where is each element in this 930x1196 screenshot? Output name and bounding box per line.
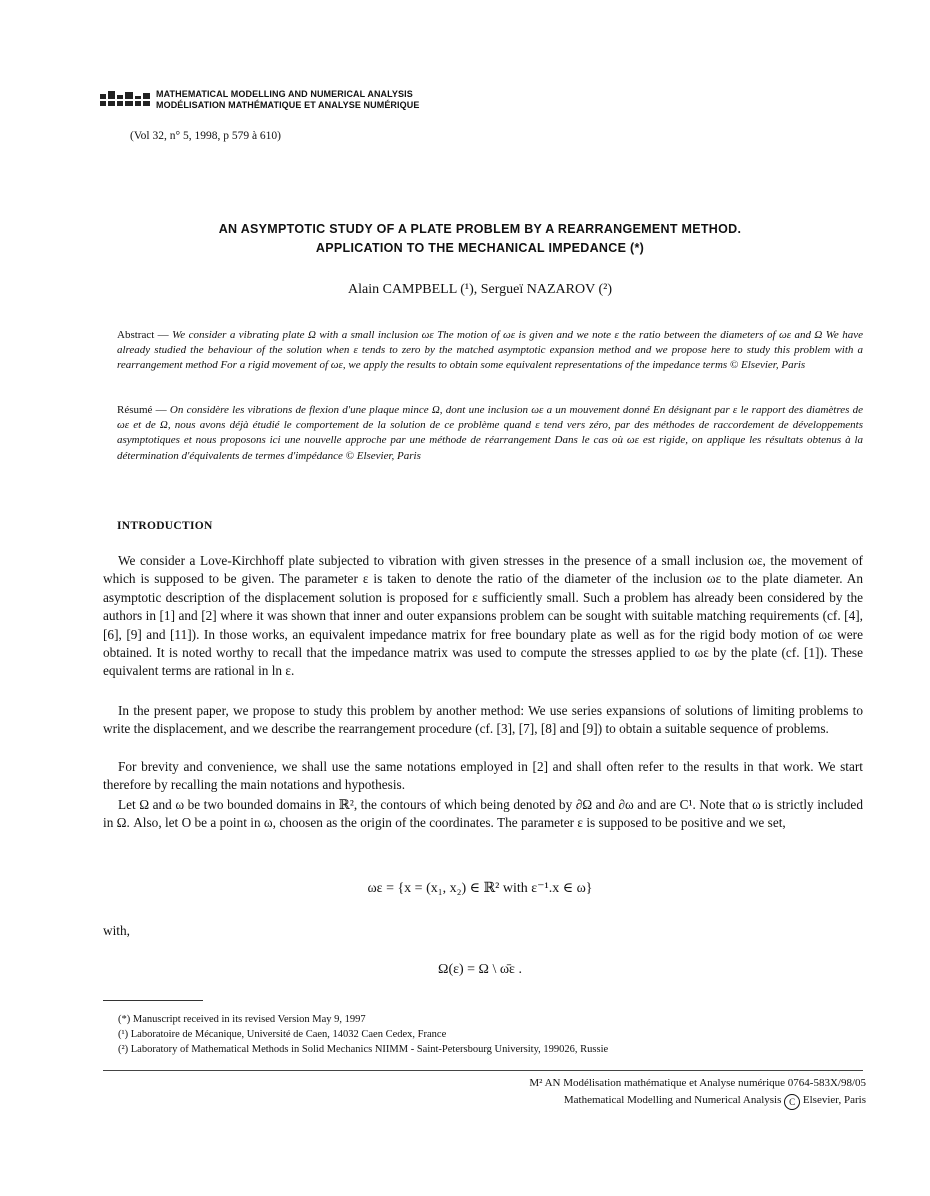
footer-line-1: M² AN Modélisation mathématique et Analyse numérique 0764-583X/98/05	[529, 1077, 866, 1089]
journal-name-en: MATHEMATICAL MODELLING AND NUMERICAL ANALYSIS	[156, 89, 413, 99]
abstract	[117, 328, 863, 374]
equation-omega-epsilon: ωε = {x = (x₁, x₂) ∈ ℝ² with ε⁻¹.x ∈ ω}	[367, 881, 593, 896]
footer-publisher: Elsevier, Paris	[802, 1094, 866, 1106]
title-line-2: APPLICATION TO THE MECHANICAL IMPEDANCE (*)	[315, 241, 645, 255]
journal-logo	[100, 90, 150, 108]
journal-name	[156, 89, 419, 111]
abstract-text: We consider a vibrating plate Ω with a small inclusion ωε The motion of ωε is given and we note ε the ratio between the diameters of ωε and Ω We have already studied the behaviour of the solution when ε tends to zero by the matched asymptotic expansion method and we propose here to study this problem with a rearrangement method For a rigid movement of ωε, we apply the results to obtain some equivalent representations of the impedance terms © Elsevier, Paris	[117, 329, 863, 372]
footnote-2: (¹) Laboratoire de Mécanique, Université de Caen, 14032 Caen Cedex, France	[118, 1029, 447, 1040]
paragraph-1: We consider a Love-Kirchhoff plate subjected to vibration with given stresses in the presence of a small inclusion ωε, the movement of which is supposed to be given. The parameter ε is taken to denote the ratio of the diameter of the inclusion ωε to the plate diameter. An asymptotic description of the displacement solution is proposed for ε sufficiently small. Such a problem has already been considered by the authors in [1] and [2] where it was shown that inner and outer expansions problem can be sought with suitable matching requirements (cf. [4], [6], [9] and [11]). In those works, an equivalent impedance matrix for free boundary plate as well as for the rigid body motion of ωε were obtained. It is noted worthy to recall that the impedance matrix was used to compute the stresses applied to ωε by the plate (cf. [1]). These equivalent terms are rational in ln ε.	[103, 553, 863, 679]
journal-name-fr: MODÉLISATION MATHÉMATIQUE ET ANALYSE NUMÉRIQUE	[156, 100, 420, 110]
copyright-icon: C	[784, 1094, 800, 1110]
resume-label: Résumé —	[117, 404, 167, 416]
resume	[117, 403, 863, 464]
equation-omega-of-epsilon: Ω(ε) = Ω \ ω̄ε .	[438, 962, 522, 977]
title-line-1: AN ASYMPTOTIC STUDY OF A PLATE PROBLEM BY A REARRANGEMENT METHOD.	[218, 222, 742, 236]
paper-title	[100, 220, 860, 258]
footnote-3: (²) Laboratory of Mathematical Methods in Solid Mechanics NIIMM - Saint-Petersbourg University, 199026, Russie	[118, 1044, 609, 1055]
paragraph-3: For brevity and convenience, we shall use the same notations employed in [2] and shall often refer to the results in that work. We start therefore by recalling the main notations and hypothesis.	[103, 759, 863, 793]
volume-info: (Vol 32, n° 5, 1998, p 579 à 610)	[130, 130, 282, 142]
footnote-1: (*) Manuscript received in its revised Version May 9, 1997	[118, 1014, 366, 1025]
footer-journal: Mathematical Modelling and Numerical Analysis	[563, 1094, 782, 1106]
authors: Alain CAMPBELL (¹), Sergueï NAZAROV (²)	[347, 282, 612, 297]
abstract-label: Abstract —	[117, 329, 169, 341]
with-label: with,	[103, 923, 130, 938]
footnote-rule	[103, 1000, 203, 1001]
paragraph-4: Let Ω and ω be two bounded domains in ℝ², the contours of which being denoted by ∂Ω and ∂ω and are C¹. Note that ω is strictly included in Ω. Also, let O be a point in ω, choosen as the origin of the coordinates. The parameter ε is supposed to be positive and we set,	[103, 797, 863, 831]
resume-text: On considère les vibrations de flexion d'une plaque mince Ω, dont une inclusion ωε a un mouvement donné En désignant par ε le rapport des diamètres de ωε et de Ω, nous avons déjà étudié le comportement de la solution de ce problème quand ε tend vers zéro, par des méthodes de raccordement de développements asymptotiques et nous proposons ici une nouvelle approche par une méthode de réarrangement Dans le cas où ωε est rigide, on applique les résultats obtenus à la détermination d'équivalents de termes d'impédance © Elsevier, Paris	[117, 404, 863, 462]
footer-line-2	[400, 1093, 866, 1110]
footer-rule	[103, 1070, 863, 1071]
section-heading: INTRODUCTION	[117, 520, 213, 532]
paragraph-2: In the present paper, we propose to study this problem by another method: We use series expansions of solutions of limiting problems to write the displacement, and we describe the rearrangement procedure (cf. [3], [7], [8] and [9]) to obtain a suitable sequence of problems.	[103, 703, 863, 737]
